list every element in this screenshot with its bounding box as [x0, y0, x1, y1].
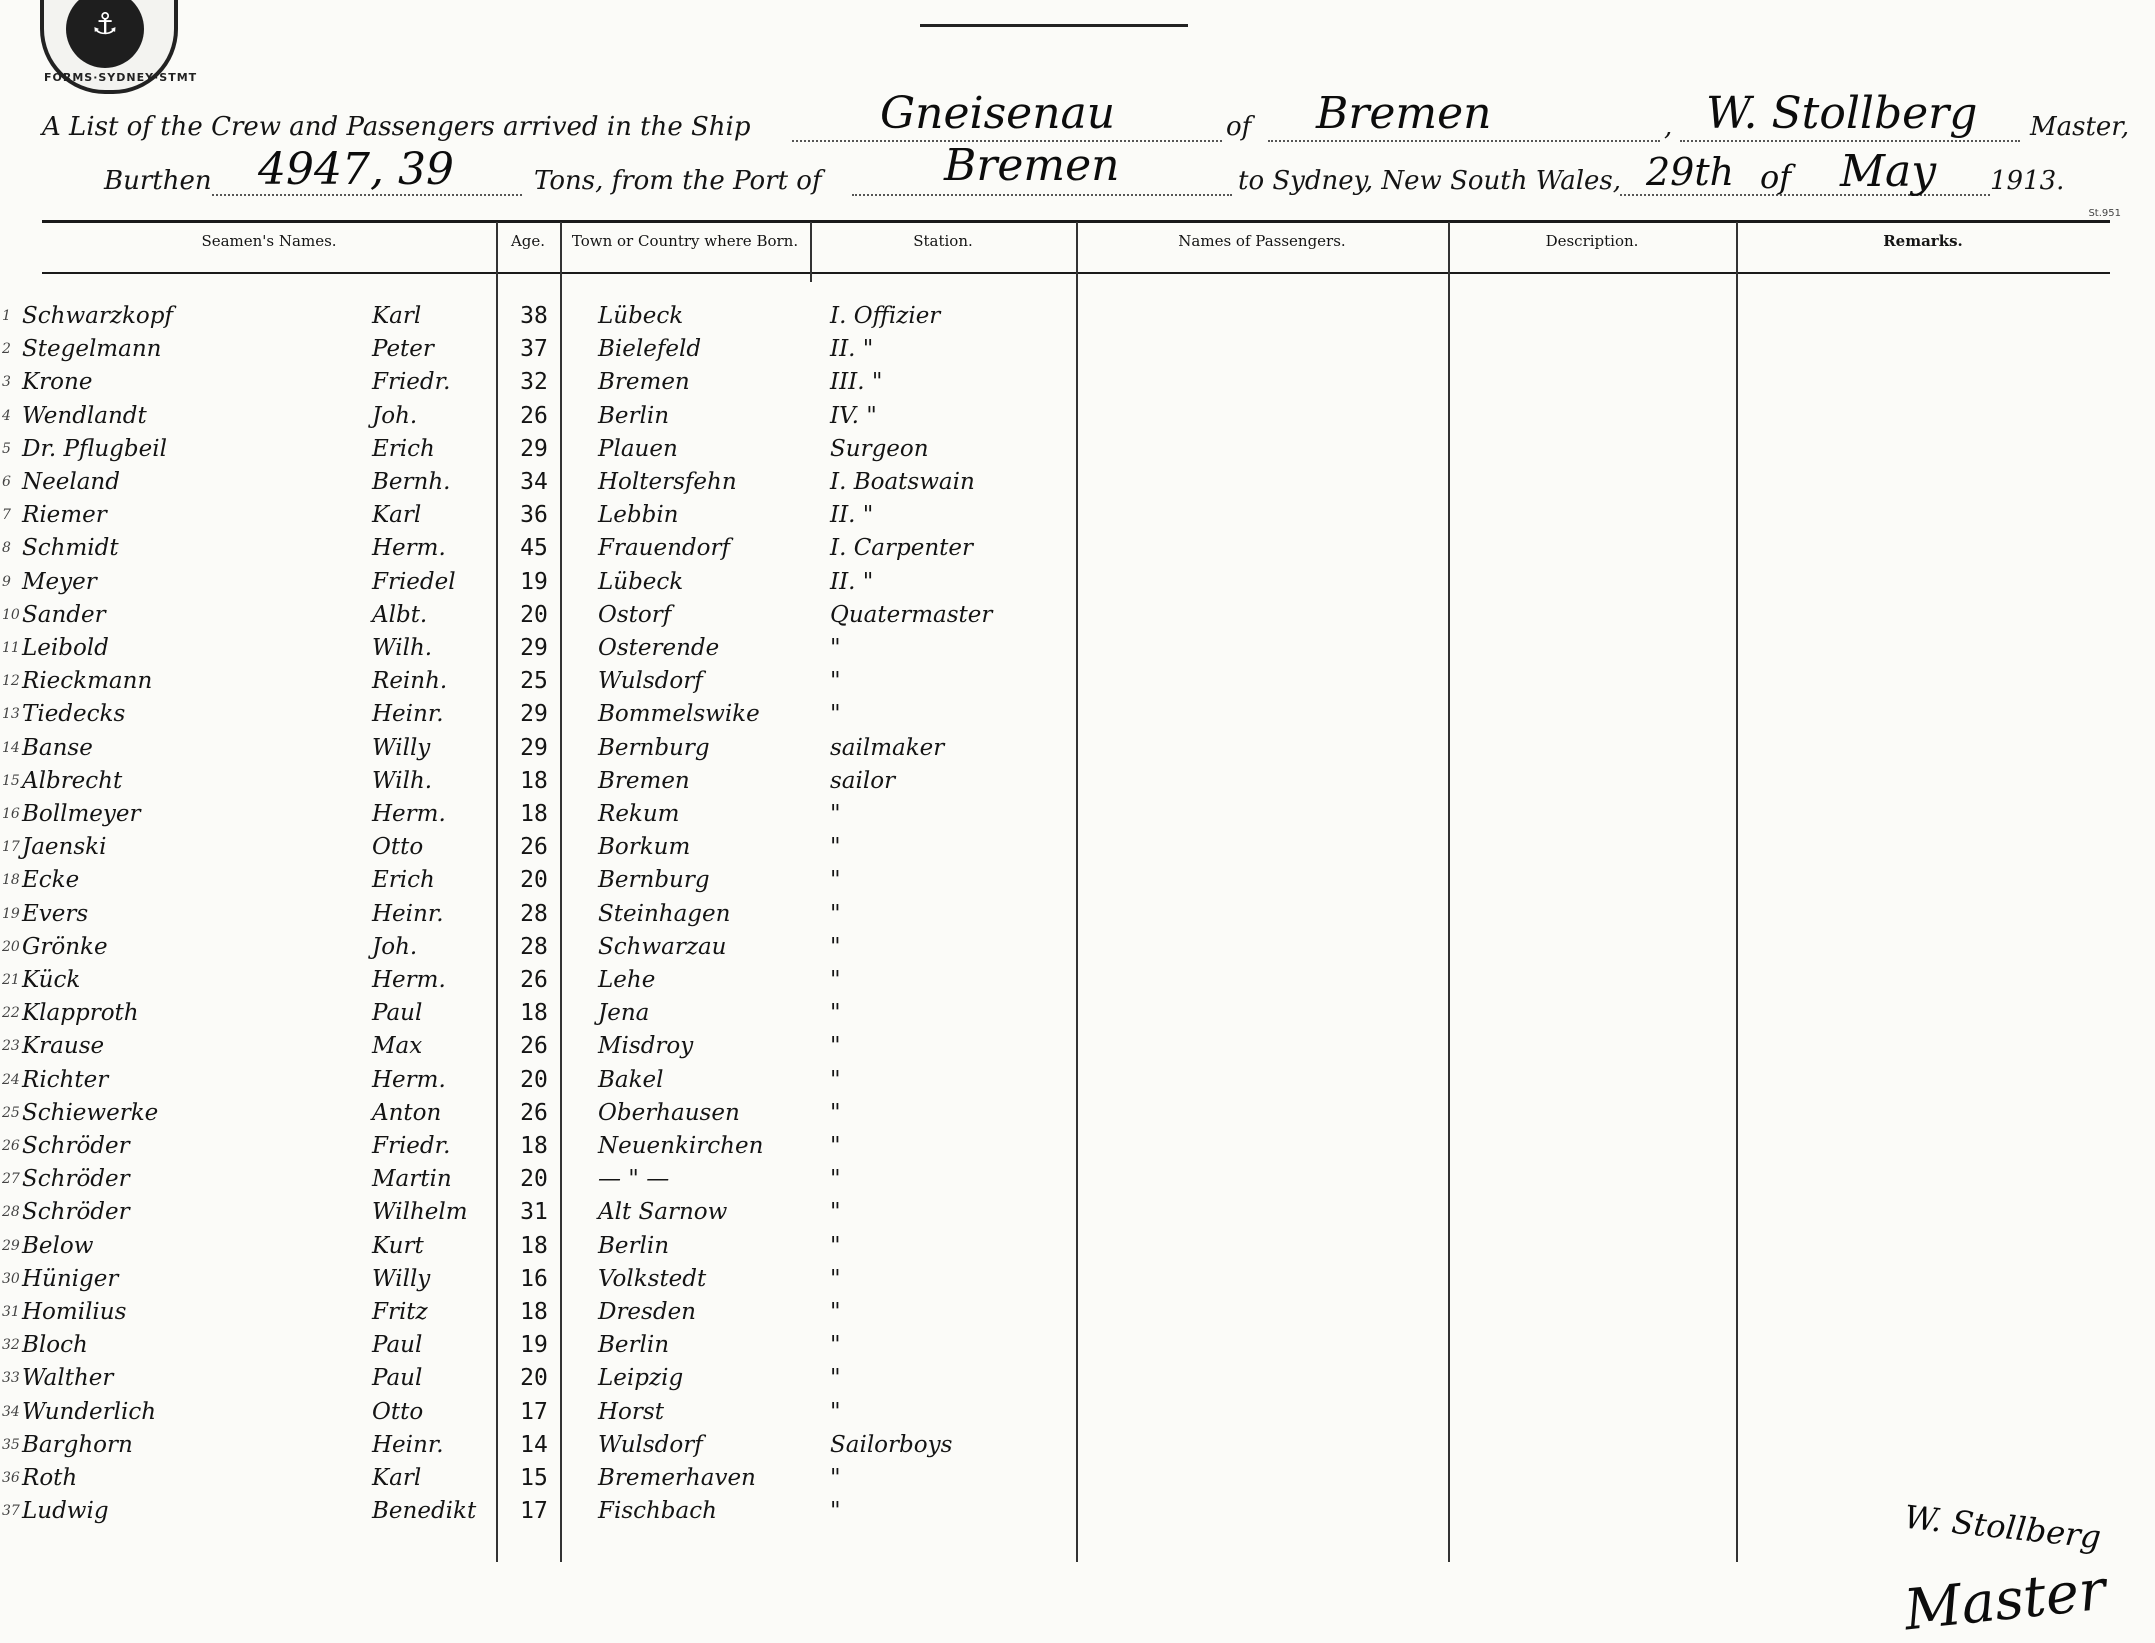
- seaman-surname: Rieckmann: [22, 668, 153, 695]
- birthplace: Misdroy: [598, 1033, 694, 1060]
- birthplace: Rekum: [598, 801, 680, 827]
- table-row: [0, 466, 2155, 499]
- row-number: 17: [2, 839, 20, 856]
- seaman-given-name: Paul: [372, 1332, 423, 1359]
- row-number: 30: [2, 1270, 20, 1287]
- table-row: [0, 864, 2155, 897]
- seaman-surname: Riemer: [22, 502, 107, 529]
- seaman-given-name: Wilhelm: [372, 1199, 468, 1226]
- table-row: [0, 1130, 2155, 1163]
- seaman-given-name: Wilh.: [372, 635, 433, 661]
- seaman-age: 15: [520, 1465, 548, 1491]
- col-passengers: Names of Passengers.: [1178, 232, 1346, 250]
- row-number: 10: [2, 606, 20, 623]
- seaman-age: 20: [520, 867, 548, 894]
- station: ": [830, 1232, 841, 1259]
- seaman-age: 18: [520, 1232, 548, 1259]
- station: II. ": [830, 568, 874, 595]
- row-number: 5: [2, 440, 11, 457]
- seaman-surname: Banse: [22, 734, 93, 761]
- table-row: [0, 532, 2155, 565]
- from-port: Bremen: [944, 140, 1120, 191]
- seaman-given-name: Heinr.: [372, 1431, 444, 1458]
- seaman-surname: Schröder: [22, 1133, 130, 1159]
- station: Quatermaster: [830, 601, 993, 628]
- birthplace: Bremerhaven: [598, 1465, 756, 1491]
- col-seamen-names: Seamen's Names.: [201, 232, 337, 250]
- birthplace: Schwarzau: [598, 933, 727, 960]
- seaman-given-name: Peter: [372, 336, 434, 363]
- seaman-age: 29: [520, 734, 548, 761]
- row-number: 27: [2, 1171, 20, 1188]
- seaman-given-name: Anton: [372, 1099, 442, 1126]
- col-description: Description.: [1545, 232, 1639, 250]
- station: ": [830, 668, 841, 695]
- birthplace: Osterende: [598, 635, 720, 661]
- seaman-surname: Homilius: [22, 1299, 127, 1325]
- seaman-surname: Wunderlich: [22, 1398, 157, 1425]
- seaman-surname: Richter: [22, 1066, 109, 1093]
- seaman-age: 18: [520, 801, 548, 827]
- seaman-age: 25: [520, 668, 548, 695]
- seaman-age: 17: [520, 1398, 548, 1425]
- table-row: [0, 765, 2155, 798]
- birthplace: Volkstedt: [598, 1265, 707, 1292]
- birthplace: Berlin: [598, 1232, 670, 1259]
- seaman-surname: Schröder: [22, 1166, 130, 1193]
- seaman-given-name: Willy: [372, 734, 431, 761]
- seaman-given-name: Joh.: [372, 933, 418, 960]
- row-number: 34: [2, 1403, 20, 1420]
- seaman-surname: Schiewerke: [22, 1099, 159, 1126]
- station: ": [830, 1033, 841, 1060]
- station: ": [830, 1365, 841, 1392]
- station: ": [830, 1265, 841, 1292]
- birthplace: Horst: [598, 1398, 664, 1425]
- birthplace: Lübeck: [598, 568, 684, 595]
- table-row: [0, 1396, 2155, 1429]
- master-label: Master,: [2030, 112, 2130, 142]
- row-number: 22: [2, 1005, 20, 1022]
- seaman-age: 18: [520, 767, 548, 794]
- seaman-surname: Grönke: [22, 933, 108, 960]
- table-row: [0, 798, 2155, 831]
- table-row: [0, 366, 2155, 399]
- seaman-age: 26: [520, 834, 548, 861]
- seaman-surname: Neeland: [22, 469, 120, 495]
- seaman-surname: Barghorn: [22, 1431, 133, 1458]
- row-number: 14: [2, 739, 20, 756]
- seaman-given-name: Martin: [372, 1166, 452, 1193]
- seaman-given-name: Erich: [372, 867, 435, 894]
- arrival-year: 1913.: [1990, 166, 2065, 196]
- row-number: 1: [2, 308, 11, 324]
- table-row: [0, 1296, 2155, 1329]
- office-stamp: [40, 0, 198, 94]
- row-number: 9: [2, 573, 11, 590]
- seaman-age: 26: [520, 1099, 548, 1126]
- birthplace: Bernburg: [598, 734, 710, 761]
- master-signature: W. Stollberg: [1902, 1497, 2103, 1557]
- row-number: 4: [2, 407, 11, 424]
- seaman-given-name: Friedr.: [372, 369, 451, 396]
- table-row: [0, 566, 2155, 599]
- row-number: 3: [2, 374, 11, 391]
- seaman-given-name: Herm.: [372, 1066, 446, 1093]
- seaman-age: 20: [520, 1066, 548, 1093]
- row-number: 24: [2, 1071, 20, 1088]
- row-number: 8: [2, 540, 11, 557]
- table-row: [0, 433, 2155, 466]
- seaman-given-name: Otto: [372, 1398, 424, 1425]
- birthplace: Bakel: [598, 1066, 664, 1093]
- seaman-surname: Walther: [22, 1365, 114, 1392]
- table-row: [0, 1163, 2155, 1196]
- master-name: W. Stollberg: [1706, 88, 1978, 139]
- seaman-age: 18: [520, 1299, 548, 1325]
- table-row: [0, 1362, 2155, 1395]
- birthplace: Alt Sarnow: [598, 1199, 728, 1226]
- row-number: 15: [2, 772, 20, 789]
- birthplace: Holtersfehn: [598, 469, 737, 495]
- of-label-2: of: [1760, 158, 1792, 196]
- seaman-age: 18: [520, 1133, 548, 1159]
- station: ": [830, 1000, 841, 1027]
- table-row: [0, 1196, 2155, 1229]
- station: ": [830, 1099, 841, 1126]
- seaman-given-name: Paul: [372, 1000, 423, 1027]
- birthplace: Leipzig: [598, 1365, 684, 1392]
- row-number: 35: [2, 1436, 20, 1453]
- column-divider: [810, 222, 812, 282]
- seaman-age: 28: [520, 900, 548, 927]
- station: ": [830, 867, 841, 894]
- row-number: 29: [2, 1237, 20, 1254]
- table-row: [0, 831, 2155, 864]
- dotted-line: [1680, 140, 2020, 142]
- row-number: 2: [2, 341, 11, 358]
- seaman-surname: Ludwig: [22, 1498, 109, 1525]
- burthen-value: 4947, 39: [258, 144, 454, 195]
- table-row: [0, 732, 2155, 765]
- comma: ,: [1664, 112, 1673, 142]
- seaman-given-name: Bernh.: [372, 469, 451, 495]
- seaman-given-name: Otto: [372, 834, 424, 861]
- seaman-given-name: Wilh.: [372, 767, 433, 794]
- seaman-surname: Below: [22, 1232, 94, 1259]
- seaman-given-name: Paul: [372, 1365, 423, 1392]
- seaman-given-name: Benedikt: [372, 1498, 477, 1525]
- seaman-age: 31: [520, 1199, 548, 1226]
- row-number: 18: [2, 872, 20, 889]
- station: ": [830, 1199, 841, 1226]
- station: ": [830, 900, 841, 927]
- seaman-age: 26: [520, 1033, 548, 1060]
- seaman-surname: Krause: [22, 1033, 105, 1060]
- seaman-given-name: Heinr.: [372, 900, 444, 927]
- seaman-age: 20: [520, 1365, 548, 1392]
- home-port: Bremen: [1316, 88, 1492, 139]
- row-number: 11: [2, 640, 20, 656]
- seaman-given-name: Herm.: [372, 967, 446, 993]
- birthplace: Borkum: [598, 834, 691, 861]
- table-row: [0, 1495, 2155, 1528]
- seaman-given-name: Herm.: [372, 535, 446, 562]
- ship-name: Gneisenau: [880, 88, 1116, 139]
- seaman-age: 29: [520, 701, 548, 728]
- birthplace: Bernburg: [598, 867, 710, 894]
- station: ": [830, 801, 841, 827]
- seaman-given-name: Kurt: [372, 1232, 424, 1259]
- station: I. Offizier: [830, 303, 941, 329]
- table-row: [0, 964, 2155, 997]
- station: ": [830, 1498, 841, 1525]
- table-row: [0, 665, 2155, 698]
- station: ": [830, 967, 841, 993]
- seaman-given-name: Karl: [372, 502, 422, 529]
- row-number: 16: [2, 806, 20, 822]
- station: I. Carpenter: [830, 535, 974, 562]
- seaman-age: 17: [520, 1498, 548, 1525]
- birthplace: Lebbin: [598, 502, 679, 529]
- table-row: [0, 1064, 2155, 1097]
- seaman-surname: Leibold: [22, 635, 109, 661]
- table-row: [0, 1263, 2155, 1296]
- row-number: 25: [2, 1104, 20, 1121]
- seaman-surname: Schröder: [22, 1199, 130, 1226]
- row-number: 19: [2, 905, 20, 922]
- row-number: 23: [2, 1038, 20, 1055]
- row-number: 37: [2, 1503, 20, 1520]
- birthplace: Plauen: [598, 435, 678, 462]
- row-number: 36: [2, 1470, 20, 1486]
- seaman-age: 18: [520, 1000, 548, 1027]
- row-number: 20: [2, 938, 20, 955]
- seaman-age: 29: [520, 635, 548, 661]
- master-title: Master: [1901, 1557, 2109, 1643]
- seaman-given-name: Reinh.: [372, 668, 448, 695]
- station: ": [830, 1133, 841, 1159]
- seaman-surname: Sander: [22, 601, 106, 628]
- birthplace: Fischbach: [598, 1498, 717, 1525]
- seaman-surname: Schwarzkopf: [22, 303, 173, 329]
- birthplace: Jena: [598, 1000, 650, 1027]
- row-number: 12: [2, 673, 20, 690]
- seaman-surname: Evers: [22, 900, 89, 927]
- table-row: [0, 1030, 2155, 1063]
- seaman-surname: Roth: [22, 1465, 78, 1491]
- of-label: of: [1226, 112, 1252, 142]
- birthplace: Oberhausen: [598, 1099, 740, 1126]
- seaman-surname: Bloch: [22, 1332, 88, 1359]
- seaman-given-name: Karl: [372, 303, 422, 329]
- table-row: [0, 1329, 2155, 1362]
- seaman-surname: Hüniger: [22, 1265, 119, 1292]
- seaman-surname: Schmidt: [22, 535, 119, 562]
- birthplace: Lübeck: [598, 303, 684, 329]
- table-row: [0, 1230, 2155, 1263]
- row-number: 7: [2, 507, 11, 524]
- seaman-age: 26: [520, 402, 548, 429]
- birthplace: Steinhagen: [598, 900, 731, 927]
- row-number: 32: [2, 1337, 20, 1354]
- seaman-given-name: Joh.: [372, 402, 418, 429]
- col-station: Station.: [913, 232, 973, 250]
- seaman-given-name: Friedr.: [372, 1133, 451, 1159]
- seaman-given-name: Heinr.: [372, 701, 444, 728]
- table-row: [0, 300, 2155, 333]
- col-remarks: Remarks.: [1883, 232, 1963, 250]
- row-number: 33: [2, 1370, 20, 1387]
- seaman-surname: Meyer: [22, 568, 97, 595]
- seaman-age: 19: [520, 568, 548, 595]
- table-row: [0, 698, 2155, 731]
- dotted-line: [852, 194, 1232, 196]
- row-number: 28: [2, 1204, 20, 1221]
- seaman-age: 20: [520, 1166, 548, 1193]
- station: sailor: [830, 767, 896, 794]
- top-rule: [920, 24, 1188, 27]
- seaman-given-name: Karl: [372, 1465, 422, 1491]
- col-age: Age.: [510, 232, 546, 250]
- seaman-surname: Stegelmann: [22, 336, 162, 363]
- station: ": [830, 834, 841, 861]
- birthplace: Wulsdorf: [598, 1431, 703, 1458]
- seaman-age: 26: [520, 967, 548, 993]
- birthplace: Frauendorf: [598, 535, 730, 562]
- station: I. Boatswain: [830, 469, 975, 495]
- seaman-given-name: Fritz: [372, 1299, 428, 1325]
- anchor-emblem-icon: ⚓: [66, 0, 144, 68]
- dotted-line: [1268, 140, 1660, 142]
- birthplace: Berlin: [598, 1332, 670, 1359]
- station: II. ": [830, 502, 874, 529]
- station: ": [830, 635, 841, 661]
- seaman-age: 29: [520, 435, 548, 462]
- station: ": [830, 1465, 841, 1491]
- table-row: [0, 931, 2155, 964]
- seaman-surname: Kück: [22, 967, 81, 993]
- table-row: [0, 898, 2155, 931]
- seaman-given-name: Max: [372, 1033, 423, 1060]
- station: Sailorboys: [830, 1431, 953, 1458]
- table-row: [0, 599, 2155, 632]
- station: IV. ": [830, 402, 877, 429]
- station: ": [830, 1066, 841, 1093]
- stamp-text: FORMS·SYDNEY·STMT: [44, 71, 198, 84]
- row-number: 26: [2, 1138, 20, 1154]
- arrival-day: 29th: [1646, 150, 1735, 194]
- seaman-surname: Dr. Pflugbeil: [22, 435, 167, 462]
- table-row: [0, 1462, 2155, 1495]
- form-code: St.951: [2088, 208, 2121, 219]
- birthplace: Neuenkirchen: [598, 1133, 764, 1159]
- birthplace: Bommelswike: [598, 701, 760, 728]
- col-town: Town or Country where Born.: [571, 232, 799, 250]
- seaman-given-name: Friedel: [372, 568, 456, 595]
- table-row: [0, 997, 2155, 1030]
- seaman-age: 19: [520, 1332, 548, 1359]
- seaman-surname: Klapproth: [22, 1000, 139, 1027]
- station: ": [830, 1332, 841, 1359]
- seaman-age: 32: [520, 369, 548, 396]
- station: II. ": [830, 336, 874, 363]
- seaman-age: 14: [520, 1431, 548, 1458]
- station: ": [830, 1166, 841, 1193]
- seaman-surname: Bollmeyer: [22, 801, 141, 827]
- table-row: [0, 632, 2155, 665]
- seaman-age: 38: [520, 303, 548, 329]
- birthplace: Berlin: [598, 402, 670, 429]
- seaman-age: 37: [520, 336, 548, 363]
- seaman-surname: Ecke: [22, 867, 80, 894]
- table-row: [0, 333, 2155, 366]
- seaman-given-name: Albt.: [372, 601, 428, 628]
- burthen-label: Burthen: [104, 166, 212, 196]
- seaman-surname: Wendlandt: [22, 402, 147, 429]
- seaman-surname: Tiedecks: [22, 701, 126, 728]
- birthplace: Ostorf: [598, 601, 672, 628]
- row-number: 31: [2, 1304, 20, 1320]
- station: ": [830, 1398, 841, 1425]
- row-number: 6: [2, 474, 11, 490]
- seaman-age: 34: [520, 469, 548, 495]
- seaman-given-name: Willy: [372, 1265, 431, 1292]
- seaman-age: 36: [520, 502, 548, 529]
- birthplace: Wulsdorf: [598, 668, 703, 695]
- arrival-month: May: [1840, 146, 1937, 197]
- station: ": [830, 701, 841, 728]
- birthplace: Dresden: [598, 1299, 696, 1325]
- seaman-age: 20: [520, 601, 548, 628]
- birthplace: Lehe: [598, 967, 656, 993]
- station: Surgeon: [830, 435, 929, 462]
- table-row: [0, 1097, 2155, 1130]
- seaman-given-name: Erich: [372, 435, 435, 462]
- station: ": [830, 1299, 841, 1325]
- seaman-surname: Jaenski: [22, 834, 107, 861]
- seaman-age: 28: [520, 933, 548, 960]
- station: ": [830, 933, 841, 960]
- seaman-age: 16: [520, 1265, 548, 1292]
- tons-label: Tons, from the Port of: [534, 166, 822, 196]
- table-row: [0, 400, 2155, 433]
- station: sailmaker: [830, 734, 945, 761]
- seaman-surname: Krone: [22, 369, 93, 396]
- seaman-given-name: Herm.: [372, 801, 446, 827]
- seaman-age: 45: [520, 535, 548, 562]
- birthplace: Bremen: [598, 767, 690, 794]
- table-row: [0, 499, 2155, 532]
- birthplace: Bielefeld: [598, 336, 702, 363]
- row-number: 21: [2, 972, 20, 988]
- seaman-surname: Albrecht: [22, 767, 123, 794]
- birthplace: — " —: [598, 1166, 670, 1193]
- table-row: [0, 1429, 2155, 1462]
- station: III. ": [830, 369, 883, 396]
- row-number: 13: [2, 706, 20, 723]
- birthplace: Bremen: [598, 369, 690, 396]
- to-label: to Sydney, New South Wales,: [1238, 166, 1622, 196]
- header-line1-prefix: A List of the Crew and Passengers arrived in the Ship: [42, 112, 751, 142]
